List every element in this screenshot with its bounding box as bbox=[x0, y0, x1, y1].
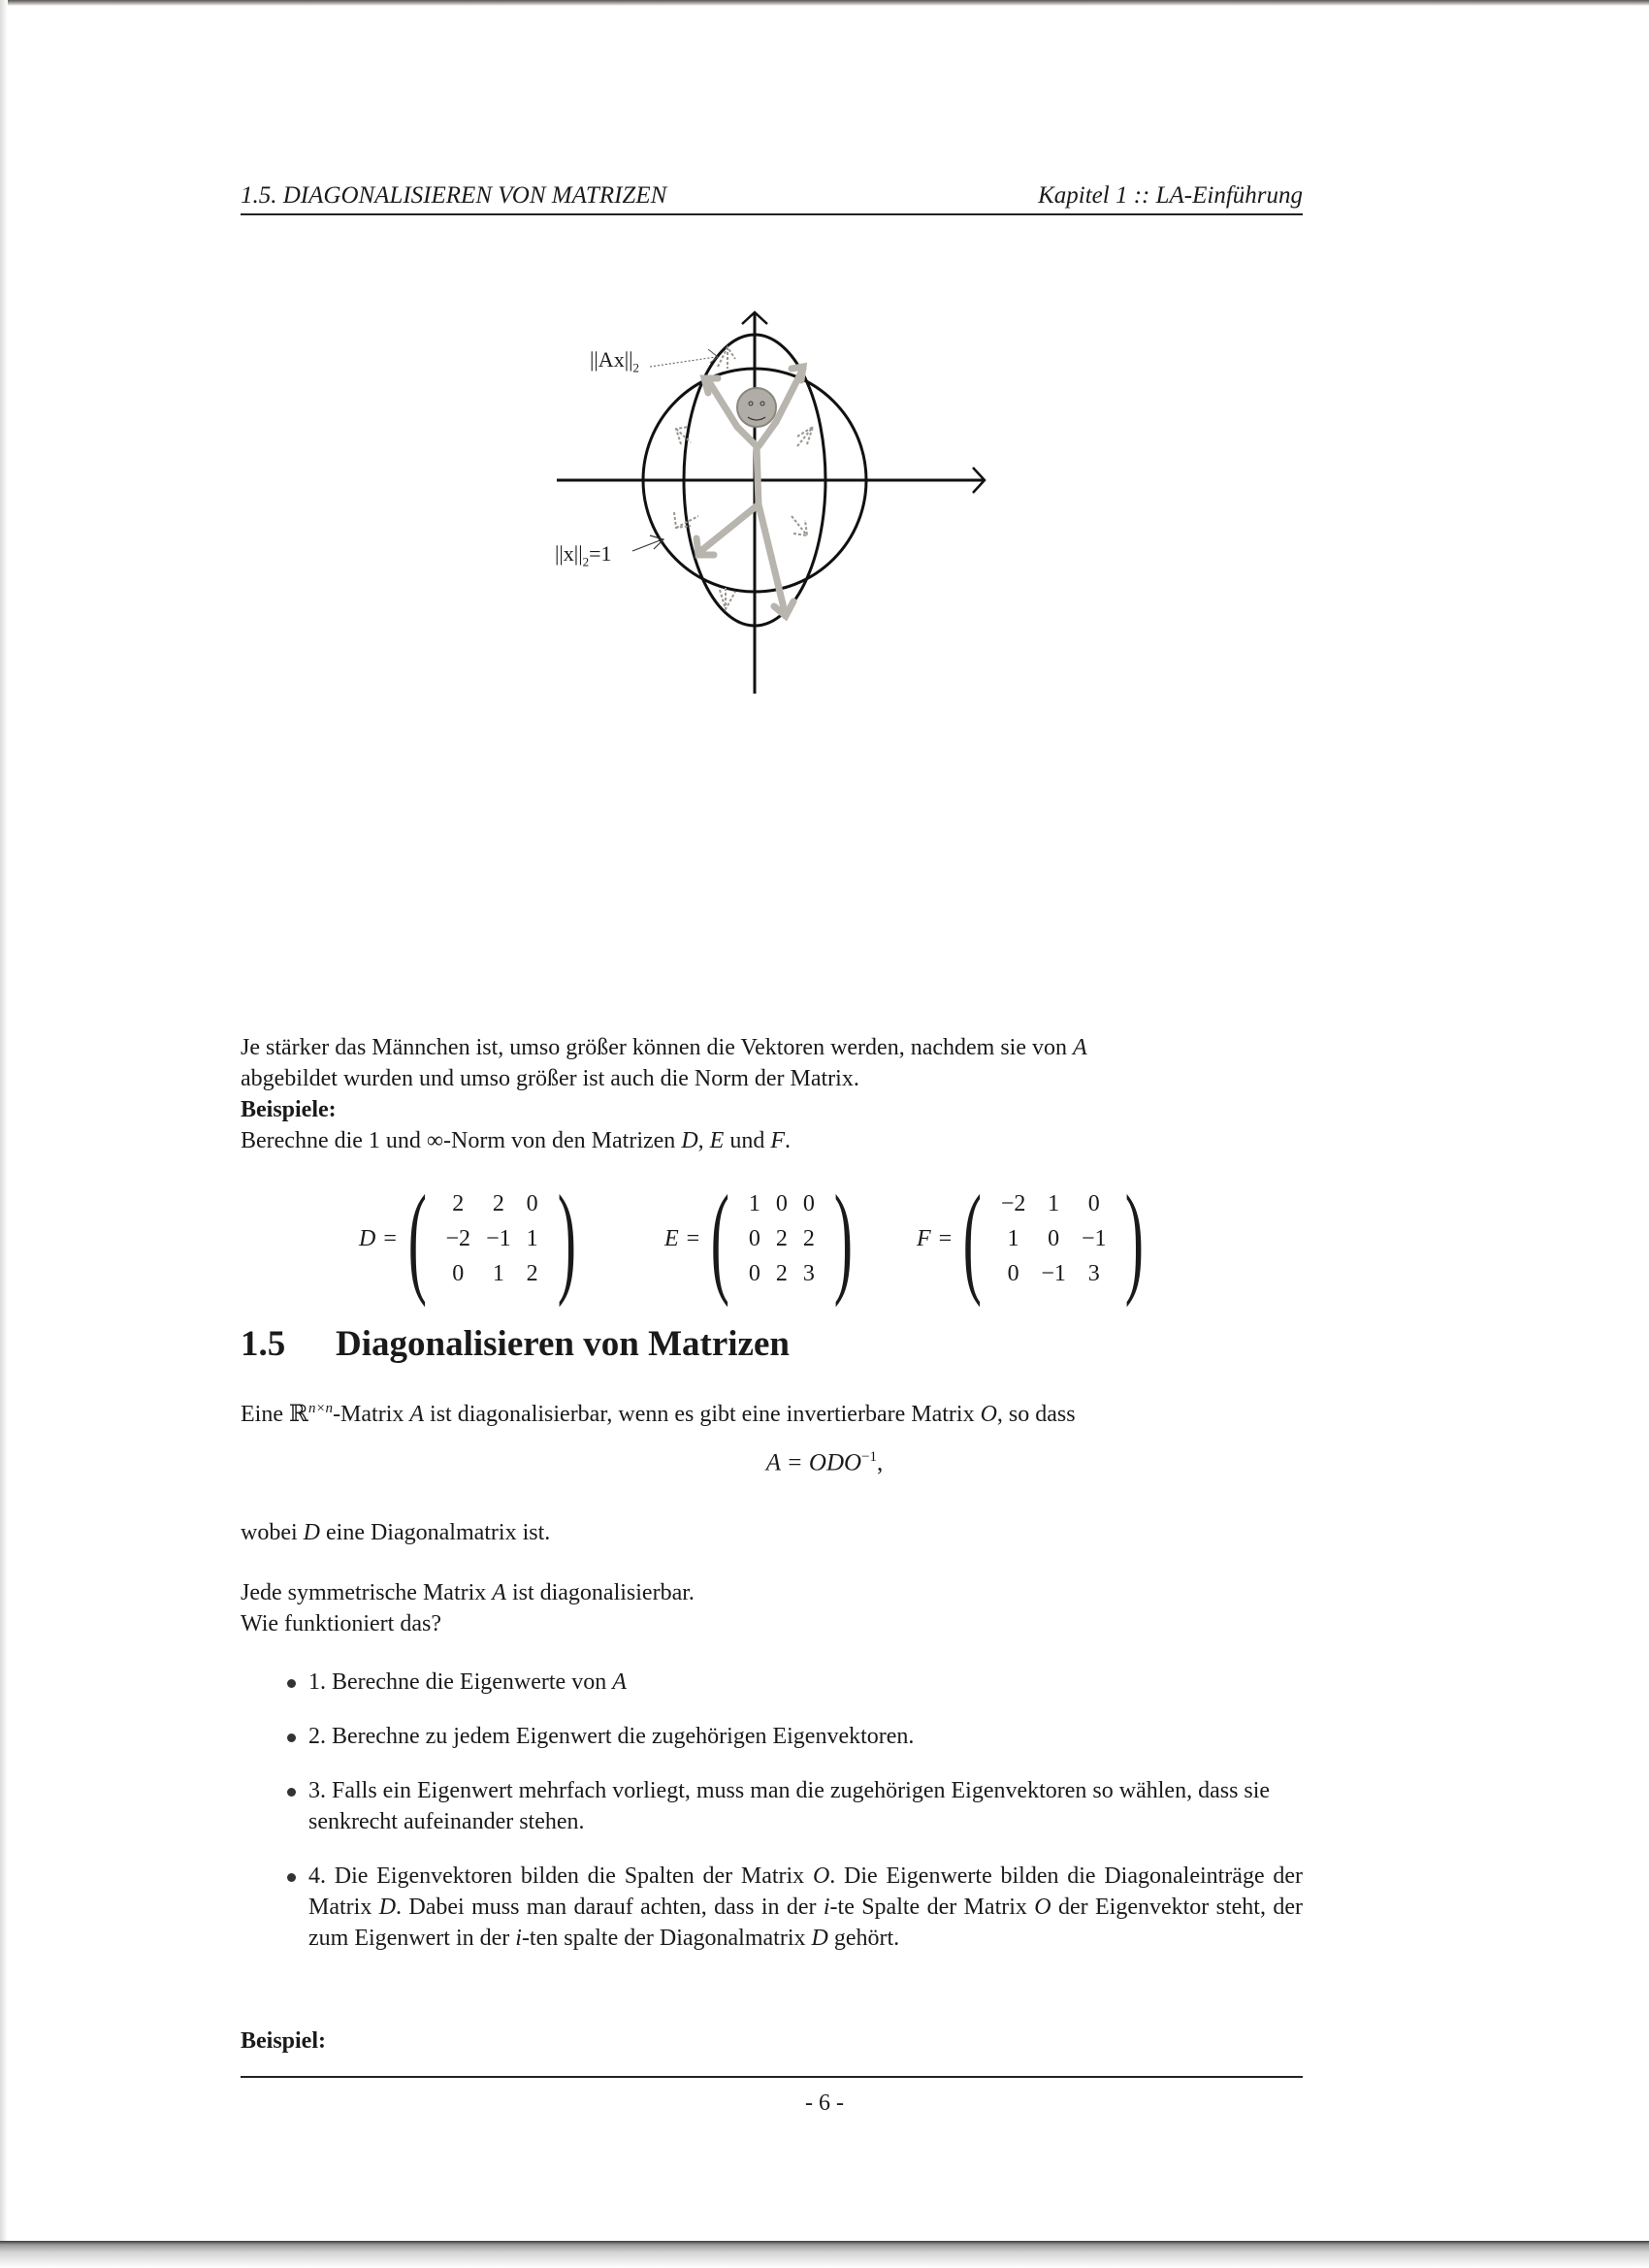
list-item bbox=[241, 1775, 1303, 1837]
var-a: A bbox=[492, 1580, 506, 1605]
scan-edge-bottom bbox=[0, 2241, 1649, 2268]
matrix-cell: 1 bbox=[748, 1191, 760, 1216]
step-text: 3. Falls ein Eigenwert mehrfach vorliegt, muss man die zugehörigen Eigenvektoren so wählen, dass sie senkrecht aufeinander stehen. bbox=[308, 1778, 1271, 1834]
examples-heading: Beispiele: bbox=[241, 1097, 337, 1122]
label-ax-subscript: 2 bbox=[632, 360, 640, 375]
task-und: und bbox=[724, 1128, 771, 1153]
matrix-body bbox=[438, 1186, 546, 1291]
var-i: i bbox=[515, 1926, 522, 1951]
matrix-cell: −1 bbox=[486, 1226, 511, 1251]
matrix-cell: −2 bbox=[445, 1226, 471, 1251]
stick-figure-left-arm bbox=[708, 380, 737, 427]
intro-text-1: Je stärker das Männchen ist, umso größer können die Vektoren werden, nachdem sie von bbox=[241, 1035, 1073, 1060]
matrix-cell: 0 bbox=[1087, 1191, 1100, 1216]
matrix-body bbox=[993, 1186, 1115, 1291]
var-o: O bbox=[1034, 1895, 1051, 1920]
label-ax-norm bbox=[590, 347, 639, 375]
diagonalization-equation bbox=[0, 1449, 1649, 1476]
step4-text-c: . Dabei muss man darauf achten, dass in der bbox=[396, 1895, 824, 1920]
def-text-b: -Matrix bbox=[333, 1402, 410, 1427]
matrix-cell: 0 bbox=[748, 1226, 760, 1251]
section-title: Diagonalisieren von Matrizen bbox=[336, 1324, 790, 1364]
def-text-c: ist diagonalisierbar, wenn es gibt eine invertierbare Matrix bbox=[424, 1402, 981, 1427]
equation-comma: , bbox=[877, 1449, 884, 1476]
matrix-cell: 3 bbox=[1087, 1261, 1100, 1286]
equation-exponent: −1 bbox=[861, 1449, 878, 1465]
list-item bbox=[241, 1667, 1303, 1698]
matrix-d bbox=[359, 1170, 587, 1308]
where-line bbox=[241, 1517, 1303, 1548]
matrix-cell: 2 bbox=[775, 1261, 788, 1286]
matrix-cell: 0 bbox=[775, 1191, 788, 1216]
task-end: . bbox=[785, 1128, 791, 1153]
sym-text-a: Jede symmetrische Matrix bbox=[241, 1580, 493, 1605]
left-paren: ( bbox=[710, 1170, 730, 1308]
matrix-cell: −1 bbox=[1041, 1261, 1066, 1286]
right-paren: ) bbox=[557, 1170, 576, 1308]
symmetric-paragraph bbox=[241, 1577, 1303, 1639]
intro-paragraph bbox=[241, 1032, 1303, 1156]
equation-text: A = ODO bbox=[765, 1449, 862, 1476]
matrix-cell: 0 bbox=[1007, 1261, 1019, 1286]
footer-rule bbox=[241, 2076, 1303, 2078]
matrix-cell: 2 bbox=[802, 1226, 815, 1251]
step-text: 1. Berechne die Eigenwerte von bbox=[308, 1669, 613, 1695]
label-ax-text: ||Ax|| bbox=[590, 347, 633, 372]
step4-text-e: der Eigenvektor steht, der zum Eigenwert in der bbox=[308, 1895, 1303, 1951]
matrix-cell: 1 bbox=[492, 1261, 504, 1286]
matrix-cell: −2 bbox=[1000, 1191, 1026, 1216]
var-d: D bbox=[681, 1128, 698, 1153]
task-sep: , bbox=[697, 1128, 710, 1153]
matrix-cell: 0 bbox=[452, 1261, 465, 1286]
matrix-cell: −1 bbox=[1081, 1226, 1107, 1251]
matrix-cell: 2 bbox=[452, 1191, 465, 1216]
step4-text-b: . Die Eigenwerte bilden die Diagonaleinträge der Matrix bbox=[308, 1863, 1304, 1920]
stick-figure-right-leg bbox=[759, 504, 786, 616]
matrix-cell: 1 bbox=[526, 1226, 538, 1251]
matrix-equals: = bbox=[686, 1225, 700, 1251]
step4-text-a: 4. Die Eigenvektoren bilden die Spalten der Matrix bbox=[308, 1863, 813, 1889]
label-x-text: ||x|| bbox=[555, 541, 583, 566]
matrix-name: D bbox=[359, 1225, 376, 1251]
matrix-name: F bbox=[917, 1225, 931, 1251]
sym-text-b: ist diagonalisierbar. bbox=[505, 1580, 695, 1605]
var-o: O bbox=[980, 1402, 997, 1427]
stick-figure-head bbox=[737, 388, 776, 427]
definition-line bbox=[241, 1393, 1303, 1430]
page-number: - 6 - bbox=[805, 2090, 844, 2116]
steps-list bbox=[241, 1667, 1303, 1977]
var-a: A bbox=[409, 1402, 425, 1427]
matrix-cell: 1 bbox=[1048, 1191, 1060, 1216]
label-x-norm bbox=[555, 541, 612, 569]
matrix-cell: 2 bbox=[492, 1191, 504, 1216]
ax-label-pointer bbox=[650, 357, 716, 367]
arrow-upright-shaft bbox=[797, 427, 813, 446]
right-paren: ) bbox=[1125, 1170, 1145, 1308]
where-text-b: eine Diagonalmatrix ist. bbox=[320, 1520, 551, 1545]
matrices-row bbox=[359, 1170, 1232, 1308]
matrix-name: E bbox=[664, 1225, 679, 1251]
step4-text-g: gehört. bbox=[827, 1926, 900, 1951]
matrix-cell: 0 bbox=[748, 1261, 760, 1286]
header-chapter-title: Kapitel 1 :: LA-Einführung bbox=[1038, 182, 1303, 209]
stick-figure-left-leg bbox=[698, 504, 759, 553]
matrix-cell: 0 bbox=[1048, 1226, 1060, 1251]
ax-label-pointer-arrow-icon bbox=[708, 349, 718, 363]
scan-edge-top bbox=[0, 0, 1649, 6]
step4-text-f: -ten spalte der Diagonalmatrix bbox=[521, 1926, 812, 1951]
matrix-equals: = bbox=[938, 1225, 953, 1251]
matrix-cell: 0 bbox=[802, 1191, 815, 1216]
header-section-title: 1.5. DIAGONALISIEREN VON MATRIZEN bbox=[241, 182, 667, 209]
real-numbers-symbol: ℝ bbox=[288, 1400, 308, 1427]
matrix-body bbox=[741, 1186, 823, 1291]
var-f: F bbox=[770, 1128, 785, 1153]
running-header bbox=[241, 180, 1303, 215]
task-text: Berechne die 1 und ∞-Norm von den Matrizen bbox=[241, 1128, 682, 1153]
norm-stick-figure-diagram bbox=[543, 301, 1009, 708]
var-a: A bbox=[1073, 1035, 1087, 1060]
left-paren: ( bbox=[407, 1170, 427, 1308]
section-heading bbox=[241, 1323, 790, 1365]
matrix-cell: 0 bbox=[526, 1191, 538, 1216]
step-text: 2. Berechne zu jedem Eigenwert die zugehörigen Eigenvektoren. bbox=[308, 1724, 915, 1749]
arrow-downright-shaft bbox=[792, 516, 807, 535]
right-paren: ) bbox=[833, 1170, 853, 1308]
bullet-icon bbox=[287, 1788, 296, 1797]
list-item bbox=[241, 1861, 1303, 1954]
matrix-equals: = bbox=[383, 1225, 397, 1251]
left-paren: ( bbox=[962, 1170, 983, 1308]
var-a: A bbox=[612, 1669, 627, 1695]
intro-line-1 bbox=[241, 1032, 1303, 1063]
section-number: 1.5 bbox=[241, 1324, 286, 1364]
stick-figure-body bbox=[757, 446, 759, 504]
where-text-a: wobei bbox=[241, 1520, 304, 1545]
intro-line-2: abgebildet wurden und umso größer ist auch die Norm der Matrix. bbox=[241, 1066, 859, 1091]
var-i: i bbox=[823, 1895, 830, 1920]
matrix-e bbox=[664, 1170, 863, 1308]
scan-edge-left bbox=[0, 0, 8, 2268]
def-superscript: n×n bbox=[307, 1401, 334, 1416]
var-d: D bbox=[811, 1926, 828, 1951]
list-item bbox=[241, 1721, 1303, 1752]
var-o: O bbox=[812, 1863, 830, 1889]
step4-text-d: -te Spalte der Matrix bbox=[829, 1895, 1035, 1920]
matrix-cell: 2 bbox=[526, 1261, 538, 1286]
var-d: D bbox=[303, 1520, 320, 1545]
var-d: D bbox=[378, 1895, 397, 1920]
label-x-equals: =1 bbox=[589, 541, 612, 566]
def-text-d: , so dass bbox=[996, 1402, 1076, 1427]
def-text-a: Eine bbox=[241, 1402, 289, 1427]
example-heading: Beispiel: bbox=[241, 2028, 326, 2054]
bullet-icon bbox=[287, 1873, 296, 1882]
matrix-cell: 1 bbox=[1007, 1226, 1019, 1251]
symmetric-line bbox=[241, 1577, 1303, 1608]
matrix-cell: 2 bbox=[775, 1226, 788, 1251]
bullet-icon bbox=[287, 1733, 296, 1742]
matrix-cell: 3 bbox=[802, 1261, 815, 1286]
var-e: E bbox=[709, 1128, 725, 1153]
task-line bbox=[241, 1125, 1303, 1156]
bullet-icon bbox=[287, 1679, 296, 1688]
arrow-down-icon bbox=[720, 590, 735, 609]
matrix-f bbox=[917, 1170, 1155, 1308]
label-x-subscript: 2 bbox=[582, 554, 590, 569]
how-question: Wie funktioniert das? bbox=[241, 1611, 441, 1636]
